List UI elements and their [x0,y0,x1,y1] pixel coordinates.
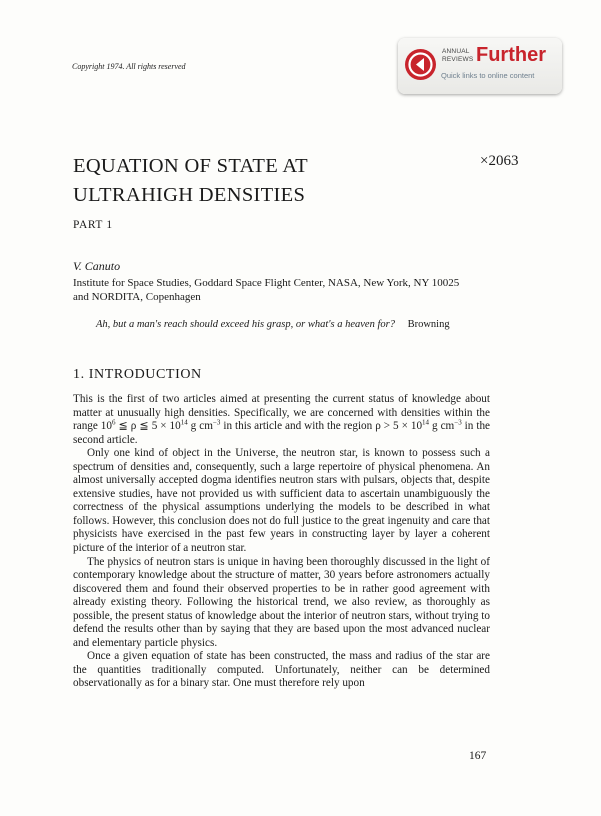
affiliation-line-1: Institute for Space Studies, Goddard Space Flight Center, NASA, New York, NY 10025 [73,277,460,289]
affiliation-line-2: and NORDITA, Copenhagen [73,291,201,303]
banner-annual-reviews [442,48,473,63]
annual-reviews-logo-icon [405,49,436,80]
article-id: ×2063 [480,153,519,169]
article-title [73,152,308,210]
further-banner[interactable] [398,38,562,94]
part-label: PART 1 [73,219,113,231]
author-affiliation [73,276,503,304]
banner-reviews-text: REVIEWS [442,55,474,63]
title-line-2: ULTRAHIGH DENSITIES [73,184,306,206]
copyright-notice: Copyright 1974. All rights reserved [72,62,186,71]
epigraph [96,319,450,330]
author-name: V. Canuto [73,259,121,273]
paragraph-2: Only one kind of object in the Universe, the neutron star, is known to possess such a spectrum of densities and, consequently, such a large repertoire of physical phenomena. An almost universally accepted dogma identifies neutron stars with pulsars, objects that, despite extensive studies, have not provided us with sufficient data to ascertain unambiguously the correctness of the physical assumptions underlying the models to be described in what follows. However, this conclusion does not do full justice to the great ingenuity and care that physicists have exercised in the past few years in constructing layer by layer a coherent picture of the interior of a neutron star. [73,447,490,555]
banner-annual-text: ANNUAL [442,48,470,55]
banner-further-text: Further [476,44,546,66]
paragraph-3: The physics of neutron stars is unique in having been thoroughly discussed in the light of contemporary knowledge about the structure of matter, 30 years before astronomers actually discovered them and found their observed properties to be in rather good agreement with already existing theory. Following the historical trend, we also review, as thoroughly as possible, the present status of knowledge about the interior of neutron stars, without trying to defend the results other than by saying that they are based upon the most advanced nuclear and elementary particle physics. [73,555,490,649]
epigraph-quote: Ah, but a man's reach should exceed his grasp, or what's a heaven for? [96,319,395,330]
banner-quick-links-link[interactable]: Quick links to online content [441,71,535,80]
article-body [73,393,490,691]
epigraph-author: Browning [407,319,450,330]
title-line-1: EQUATION OF STATE AT [73,155,308,177]
page-number: 167 [469,750,487,762]
paragraph-4: Once a given equation of state has been constructed, the mass and radius of the star are the quantities traditionally computed. Unfortunately, neither can be determined observationally as for a binary star. One must therefore rely upon [73,650,490,690]
paragraph-1: This is the first of two articles aimed at presenting the current status of knowledge about matter at unusually high densities. Specifically, we are concerned with densities within the range $10^6$ ≦ ρ ≦ $5 \times 10^{14}$ g $cm^{-3}$ in this article and with the region $\rho > 5 \times 10^{14}$ g $cm^{-3}$ in the second article. [73,393,491,446]
section-heading: 1. INTRODUCTION [73,367,202,382]
